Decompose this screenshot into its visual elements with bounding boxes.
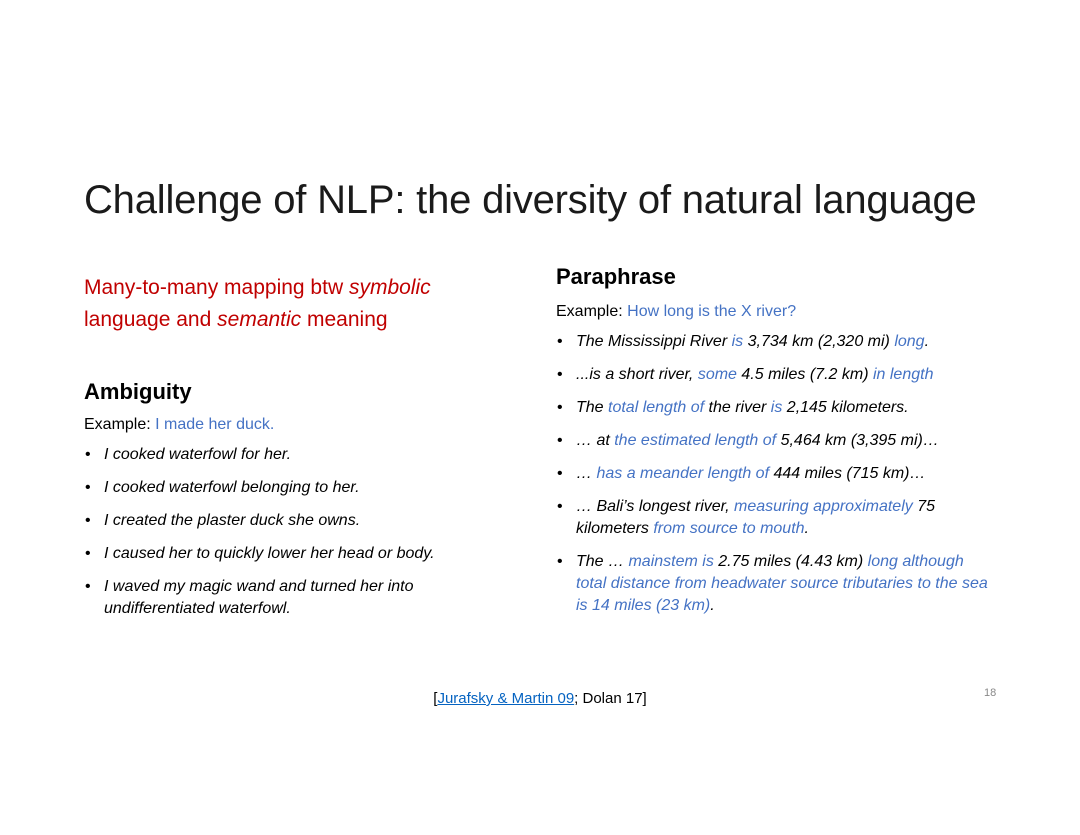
mapping-semantic: semantic: [217, 308, 302, 331]
plain-phrase: 3,734 km (2,320 mi): [743, 333, 895, 350]
plain-phrase: … Bali’s longest river,: [576, 498, 734, 515]
highlight-phrase: from source to mouth: [653, 520, 805, 537]
highlight-phrase: total length of: [608, 399, 705, 416]
example-label: Example:: [556, 303, 628, 320]
citation: [Jurafsky & Martin 09; Dolan 17]: [433, 690, 647, 707]
left-column: [84, 272, 524, 631]
list-item: • The total length of the river is 2,145 kilometers.: [557, 399, 909, 416]
example-sentence: I made her duck.: [155, 416, 275, 433]
plain-phrase: 5,464 km (3,395 mi)…: [776, 432, 939, 449]
citation-link[interactable]: Jurafsky & Martin 09: [437, 690, 575, 707]
plain-phrase: .: [804, 520, 809, 537]
plain-phrase: The Mississippi River: [576, 333, 732, 350]
plain-phrase: ...is a short river,: [576, 366, 698, 383]
mapping-text: meaning: [301, 308, 388, 331]
plain-phrase: 2.75 miles (4.43 km): [713, 553, 868, 570]
page-number: 18: [984, 687, 997, 699]
paraphrase-example: [556, 301, 1016, 323]
highlight-phrase: mainstem is: [628, 553, 714, 570]
plain-phrase: 2,145 kilometers.: [782, 399, 909, 416]
ambiguity-list: [84, 444, 524, 620]
plain-phrase: The …: [576, 553, 629, 570]
ambiguity-example: [84, 414, 524, 436]
list-item: • I cooked waterfowl belonging to her.: [85, 479, 360, 496]
paraphrase-list: [556, 331, 996, 617]
plain-phrase: … at: [576, 432, 615, 449]
list-item: • ...is a short river, some 4.5 miles (7.2 km) in length: [557, 366, 934, 383]
highlight-phrase: is: [731, 333, 744, 350]
example-question: How long is the X river?: [627, 303, 797, 320]
mapping-text: language and: [84, 308, 218, 331]
list-item: • I created the plaster duck she owns.: [85, 512, 361, 529]
plain-phrase: The: [576, 399, 609, 416]
highlight-phrase: long although total distance from headwater source tributaries to the sea is 14 miles (23 km): [576, 553, 988, 614]
list-item: • I cooked waterfowl for her.: [85, 446, 292, 463]
paraphrase-heading: Paraphrase: [556, 264, 676, 289]
ambiguity-heading: Ambiguity: [84, 379, 192, 404]
plain-phrase: 4.5 miles (7.2 km): [736, 366, 873, 383]
highlight-phrase: long: [894, 333, 925, 350]
list-item: • I waved my magic wand and turned her into undifferentiated waterfowl.: [85, 578, 414, 617]
list-item: • I caused her to quickly lower her head or body.: [85, 545, 435, 562]
list-item: • The … mainstem is 2.75 miles (4.43 km) long although total distance from headwater source tributaries to the sea is 14 miles (23 km).: [557, 553, 988, 614]
highlight-phrase: is: [770, 399, 783, 416]
highlight-phrase: some: [697, 366, 737, 383]
mapping-text: Many-to-many mapping btw: [84, 276, 349, 299]
plain-phrase: .: [924, 333, 930, 350]
list-item: • The Mississippi River is 3,734 km (2,320 mi) long.: [557, 333, 930, 350]
plain-phrase: …: [576, 465, 597, 482]
list-item: • … at the estimated length of 5,464 km (3,395 mi)…: [557, 432, 939, 449]
slide-title: Challenge of NLP: the diversity of natural language: [84, 178, 977, 222]
plain-phrase: .: [710, 597, 715, 614]
highlight-phrase: the estimated length of: [614, 432, 777, 449]
list-item: • … Bali’s longest river, measuring approximately 75 kilometers from source to mouth.: [557, 498, 935, 537]
mapping-symbolic: symbolic: [348, 276, 431, 299]
highlight-phrase: has a meander length of: [596, 465, 770, 482]
mapping-statement: [84, 272, 524, 336]
list-item: • … has a meander length of 444 miles (715 km)…: [557, 465, 926, 482]
example-label: Example:: [84, 416, 156, 433]
highlight-phrase: measuring approximately: [734, 498, 913, 515]
plain-phrase: the river: [704, 399, 771, 416]
plain-phrase: 444 miles (715 km)…: [769, 465, 926, 482]
highlight-phrase: in length: [872, 366, 934, 383]
plain-phrase: 75 kilometers: [576, 498, 935, 537]
right-column: [556, 263, 1016, 628]
